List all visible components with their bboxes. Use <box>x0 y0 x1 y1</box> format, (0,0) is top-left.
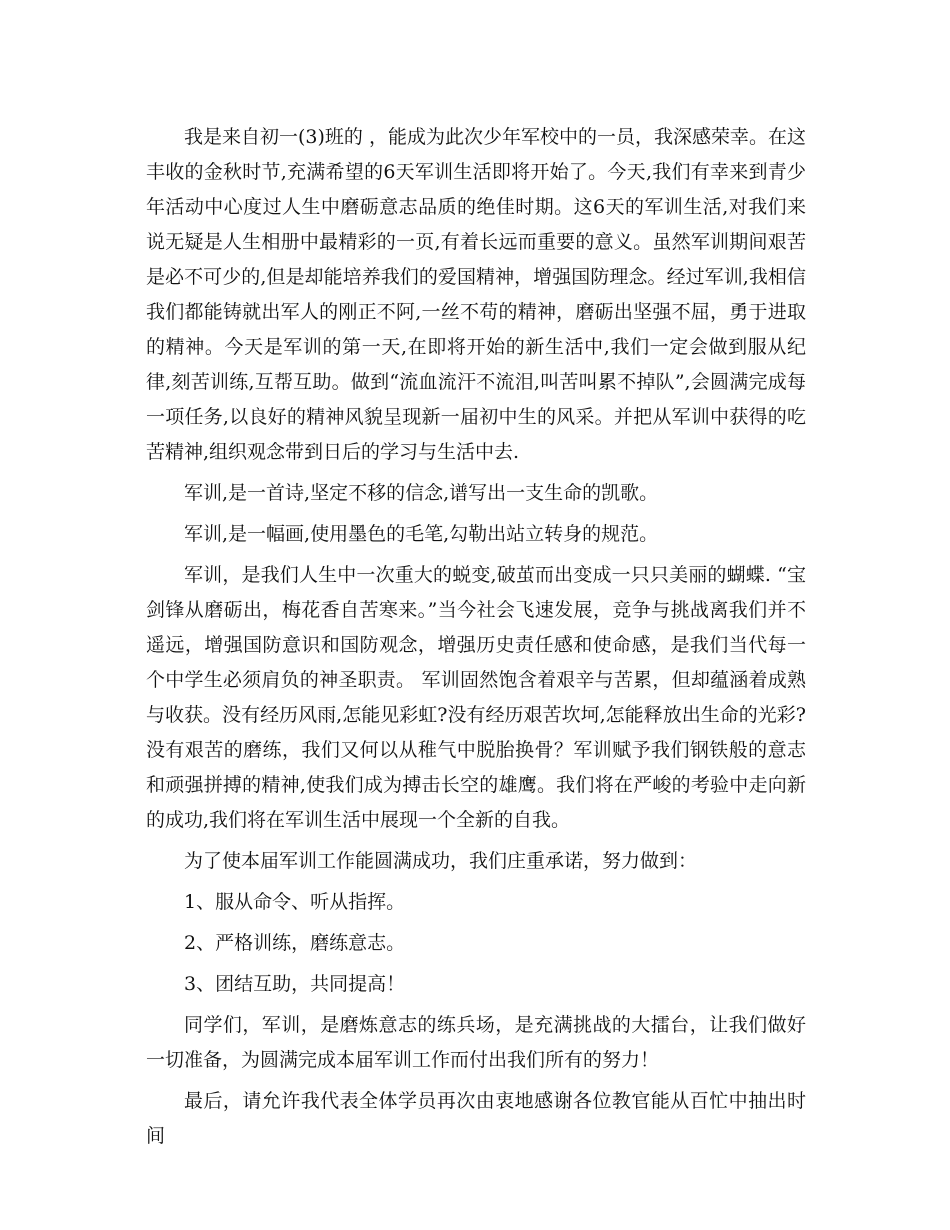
paragraph-promise: 为了使本届军训工作能圆满成功，我们庄重承诺，努力做到： <box>184 850 698 872</box>
paragraph-painting: 军训,是一幅画,使用墨色的毛笔,勾勒出站立转身的规范。 <box>184 523 659 545</box>
list-item-2: 2、严格训练，磨练意志。 <box>184 932 406 954</box>
list-item-3: 3、团结互助，共同提高！ <box>184 973 406 995</box>
list-item-1: 1、服从命令、听从指挥。 <box>184 891 406 913</box>
paragraph-intro: 我是来自初一(3)班的 ，能成为此次少年军校中的一员，我深感荣幸。在这丰收的金秋时节,充满希望的6天军训生活即将开始了。今天,我们有幸来到青少年活动中心度过人生中磨砺意志品质的绝佳时期。这6天的军训生活,对我们来说无疑是人生相册中最精彩的一页,有着长远而重要的意义。虽然军训期间艰苦是必不可少的,但是却能培养我们的爱国精神，增强国防理念。经过军训,我相信我们都能铸就出军人的刚正不阿,一丝不苟的精神，磨砺出坚强不屈，勇于进取的精神。今天是军训的第一天,在即将开始的新生活中,我们一定会做到服从纪律,刻苦训练,互帮互助。做到“流血流汗不流泪,叫苦叫累不掉队”,会圆满完成每一项任务,以良好的精神风貌呈现新一届初中生的风采。并把从军训中获得的吃苦精神,组织观念带到日后的学习与生活中去. <box>146 126 806 463</box>
paragraph-transformation: 军训，是我们人生中一次重大的蜕变,破茧而出变成一只只美丽的蝴蝶. “宝剑锋从磨砺出，梅花香自苦寒来。”当今社会飞速发展，竞争与挑战离我们并不遥远，增强国防意识和国防观念，增强历史责任感和使命感，是我们当代每一个中学生必须肩负的神圣职责。 军训固然饱含着艰辛与苦累，但却蕴涵着成熟与收获。没有经历风雨,怎能见彩虹?没有经历艰苦坎坷,怎能释放出生命的光彩?没有艰苦的磨练，我们又何以从稚气中脱胎换骨？军训赋予我们钢铁般的意志和顽强拼搏的精神,使我们成为搏击长空的雄鹰。我们将在严峻的考验中走向新的成功,我们将在军训生活中展现一个全新的自我。 <box>146 564 806 831</box>
paragraph-classmates: 同学们，军训，是磨炼意志的练兵场，是充满挑战的大擂台，让我们做好一切准备，为圆满完成本届军训工作而付出我们所有的努力！ <box>146 1014 806 1071</box>
paragraph-closing: 最后，请允许我代表全体学员再次由衷地感谢各位教官能从百忙中抽出时间 <box>146 1090 806 1147</box>
paragraph-poem: 军训,是一首诗,坚定不移的信念,谱写出一支生命的凯歌。 <box>184 482 659 504</box>
document-body <box>146 120 806 1154</box>
